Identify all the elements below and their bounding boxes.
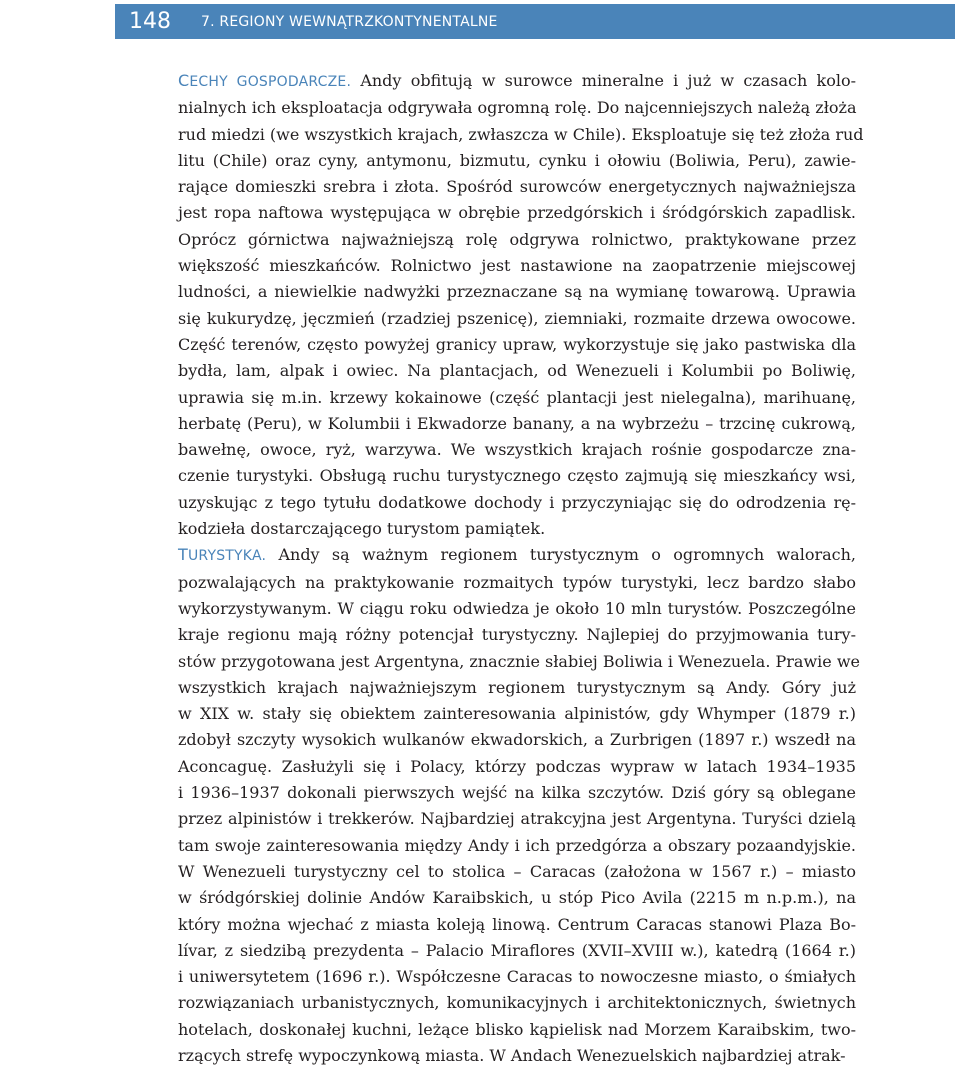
text-line: kraje regionu mają różny potencjał turystyczny. Najlepiej do przyjmowania tury- <box>178 625 856 645</box>
text-line: i 1936–1937 dokonali pierwszych wejść na kilka szczytów. Dziś góry są oblegane <box>178 783 856 803</box>
running-header <box>115 4 955 39</box>
text-line: uprawia się m.in. krzewy kokainowe (część plantacji jest nielegalna), marihuanę, <box>178 387 856 407</box>
text-line <box>178 542 856 569</box>
text-line: większość mieszkańców. Rolnictwo jest nastawione na zaopatrzenie miejscowej <box>178 256 856 276</box>
body-text <box>178 68 864 1069</box>
paragraph-tourism <box>178 542 860 1069</box>
text-line: bawełnę, owoce, ryż, warzywa. We wszystkich krajach rośnie gospodarcze zna- <box>178 440 856 460</box>
text-line: bydła, lam, alpak i owiec. Na plantacjach, od Wenezueli i Kolumbii po Boliwię, <box>178 361 856 381</box>
line-text: Andy są ważnym regionem turystycznym o ogromnych walorach, <box>266 545 856 565</box>
text-line: w śródgórskiej dolinie Andów Karaibskich, u stóp Pico Avila (2215 m n.p.m.), na <box>178 888 856 908</box>
text-line: W Wenezueli turystyczny cel to stolica – Caracas (założona w 1567 r.) – miasto <box>178 861 856 881</box>
text-line: się kukurydzę, jęczmień (rzadziej pszenicę), ziemniaki, rozmaite drzewa owocowe. <box>178 308 856 328</box>
text-line: rające domieszki srebra i złota. Spośród surowców energetycznych najważniejsza <box>178 177 856 197</box>
text-line: rud miedzi (we wszystkich krajach, zwłaszcza w Chile). Eksploatuje się też złoża rud <box>178 124 864 144</box>
chapter-title: 7. REGIONY WEWNĄTRZKONTYNENTALNE <box>201 13 498 30</box>
section-heading <box>178 545 267 565</box>
text-line: tam swoje zainteresowania między Andy i ich przedgórza a obszary pozaandyjskie. <box>178 835 856 855</box>
section-heading-initial: T <box>178 545 188 565</box>
text-line: czenie turystyki. Obsługą ruchu turystycznego często zajmują się mieszkańcy wsi, <box>178 466 856 486</box>
page-number: 148 <box>129 9 171 34</box>
section-heading-rest: URYSTYKA. <box>187 548 267 565</box>
text-line: zdobył szczyty wysokich wulkanów ekwadorskich, a Zurbrigen (1897 r.) wszedł na <box>178 730 856 750</box>
text-line: rzących strefę wypoczynkową miasta. W Andach Wenezuelskich najbardziej atrak- <box>178 1045 846 1065</box>
text-line: jest ropa naftowa występująca w obrębie przedgórskich i śródgórskich zapadlisk. <box>178 203 856 223</box>
text-line: lívar, z siedzibą prezydenta – Palacio Miraflores (XVII–XVIII w.), katedrą (1664 r.) <box>178 940 856 960</box>
text-line: wszystkich krajach najważniejszym regionem turystycznym są Andy. Góry już <box>178 677 856 697</box>
text-line: ludności, a niewielkie nadwyżki przeznaczane są na wymianę towarową. Uprawia <box>178 282 856 302</box>
text-line: uzyskując z tego tytułu dodatkowe dochody i przyczyniając się do odrodzenia rę- <box>178 492 856 512</box>
text-line: Część terenów, często powyżej granicy upraw, wykorzystuje się jako pastwiska dla <box>178 334 856 354</box>
text-line: wykorzystywanym. W ciągu roku odwiedza je około 10 mln turystów. Poszczególne <box>178 598 856 618</box>
text-line: w XIX w. stały się obiektem zainteresowania alpinistów, gdy Whymper (1879 r.) <box>178 704 856 724</box>
text-line: Aconcaguę. Zasłużyli się i Polacy, którzy podczas wypraw w latach 1934–1935 <box>178 756 856 776</box>
section-heading-initial: C <box>178 71 190 90</box>
text-line: i uniwersytetem (1696 r.). Współczesne Caracas to nowoczesne miasto, o śmiałych <box>178 967 856 987</box>
text-line: litu (Chile) oraz cyny, antymonu, bizmutu, cynku i ołowiu (Boliwia, Peru), zawie- <box>178 150 856 170</box>
text-line: rozwiązaniach urbanistycznych, komunikacyjnych i architektonicznych, świetnych <box>178 993 856 1013</box>
section-heading-rest: ECHY GOSPODARCZE. <box>189 74 352 90</box>
text-line: hotelach, doskonałej kuchni, leżące blisko kąpielisk nad Morzem Karaibskim, two- <box>178 1019 856 1039</box>
text-line: Oprócz górnictwa najważniejszą rolę odgrywa rolnictwo, praktykowane przez <box>178 229 856 249</box>
line-text: Andy obfitują w surowce mineralne i już w czasach kolo- <box>351 71 856 90</box>
section-heading <box>178 71 352 90</box>
text-line: herbatę (Peru), w Kolumbii i Ekwadorze banany, a na wybrzeżu – trzcinę cukrową, <box>178 413 856 433</box>
text-line: pozwalających na praktykowanie rozmaitych typów turystyki, lecz bardzo słabo <box>178 572 856 592</box>
paragraph-economy <box>178 68 864 542</box>
text-line: który można wjechać z miasta koleją linową. Centrum Caracas stanowi Plaza Bo- <box>178 914 856 934</box>
text-line: stów przygotowana jest Argentyna, znacznie słabiej Boliwia i Wenezuela. Prawie we <box>178 651 860 671</box>
text-line <box>178 68 856 95</box>
text-line: nialnych ich eksploatacja odgrywała ogromną rolę. Do najcenniejszych należą złoża <box>178 98 857 118</box>
text-line: przez alpinistów i trekkerów. Najbardziej atrakcyjna jest Argentyna. Turyści dzielą <box>178 809 856 829</box>
text-line: kodzieła dostarczającego turystom pamiątek. <box>178 519 546 539</box>
